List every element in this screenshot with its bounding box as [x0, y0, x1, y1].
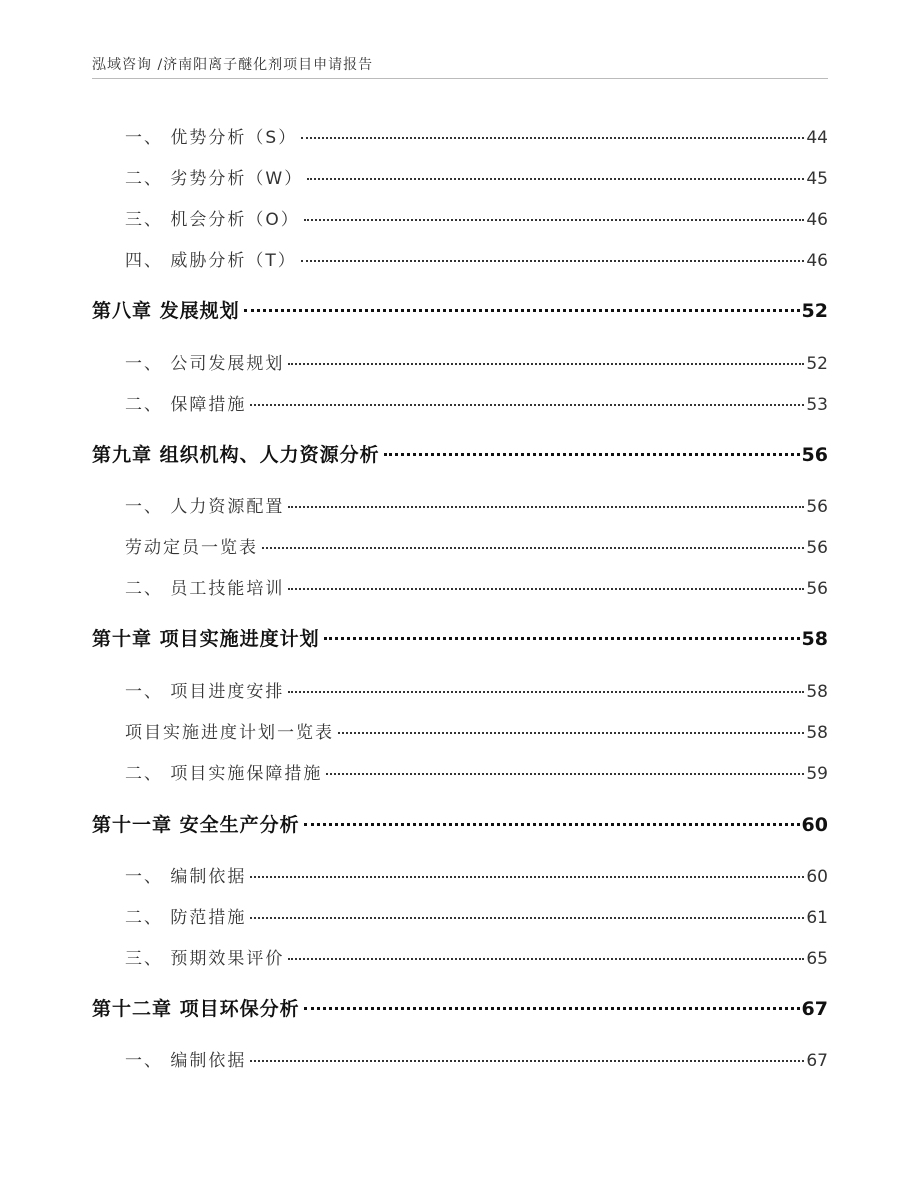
toc-entry-label: 第十章 项目实施进度计划 [92, 628, 320, 650]
toc-entry-page: 58 [801, 628, 828, 650]
toc-entry-label: 第九章 组织机构、人力资源分析 [92, 444, 380, 466]
toc-leader-dots [384, 453, 800, 456]
toc-section-entry[interactable] [125, 944, 828, 969]
toc-entry-label: 二、 防范措施 [125, 908, 247, 928]
toc-leader-dots [288, 363, 804, 365]
toc-leader-dots [301, 137, 804, 139]
toc-leader-dots [250, 404, 804, 406]
toc-leader-dots [301, 260, 805, 262]
toc-entry-label: 二、 员工技能培训 [125, 579, 285, 599]
toc-entry-page: 67 [801, 998, 828, 1020]
toc-entry-label: 三、 预期效果评价 [125, 949, 285, 969]
toc-entry-page: 59 [806, 764, 828, 784]
toc-section-entry[interactable] [125, 759, 828, 784]
toc-section-entry[interactable] [125, 246, 828, 271]
toc-entry-page: 46 [806, 251, 828, 271]
toc-entry-page: 56 [806, 497, 828, 517]
toc-entry-label: 一、 人力资源配置 [125, 497, 285, 517]
toc-section-entry[interactable] [125, 123, 828, 148]
toc-leader-dots [326, 773, 804, 775]
toc-chapter-entry[interactable] [92, 810, 828, 837]
toc-entry-page: 56 [801, 444, 828, 466]
toc-section-entry[interactable] [125, 492, 828, 517]
toc-leader-dots [250, 917, 804, 919]
page-header: 泓域咨询 /济南阳离子醚化剂项目申请报告 [92, 57, 374, 73]
toc-entry-label: 一、 编制依据 [125, 867, 247, 887]
toc-leader-dots [304, 1007, 800, 1010]
toc-entry-label: 二、 劣势分析（W） [125, 169, 304, 189]
toc-leader-dots [250, 1060, 804, 1062]
toc-entry-label: 第八章 发展规划 [92, 300, 240, 322]
toc-leader-dots [307, 178, 804, 180]
toc-section-entry[interactable] [125, 164, 828, 189]
toc-entry-page: 58 [806, 723, 828, 743]
toc-entry-page: 67 [806, 1051, 828, 1071]
toc-entry-page: 44 [806, 128, 828, 148]
toc-entry-label: 一、 公司发展规划 [125, 354, 285, 374]
toc-entry-label: 三、 机会分析（O） [125, 210, 300, 230]
toc-chapter-entry[interactable] [92, 624, 828, 651]
toc-section-entry[interactable] [125, 205, 828, 230]
toc-leader-dots [288, 958, 804, 960]
toc-section-entry[interactable] [125, 390, 828, 415]
toc-entry-label: 二、 项目实施保障措施 [125, 764, 323, 784]
toc-section-entry[interactable] [125, 574, 828, 599]
toc-entry-page: 61 [806, 908, 828, 928]
toc-section-entry[interactable] [125, 1046, 828, 1071]
toc-chapter-entry[interactable] [92, 994, 828, 1021]
toc-leader-dots [288, 588, 804, 590]
toc-entry-page: 52 [806, 354, 828, 374]
toc-leader-dots [250, 876, 804, 878]
toc-entry-label: 一、 编制依据 [125, 1051, 247, 1071]
toc-entry-label: 项目实施进度计划一览表 [125, 723, 334, 743]
toc-section-entry[interactable] [125, 862, 828, 887]
toc-entry-label: 第十一章 安全生产分析 [92, 814, 300, 836]
toc-entry-page: 58 [806, 682, 828, 702]
toc-leader-dots [288, 506, 804, 508]
toc-entry-page: 45 [806, 169, 828, 189]
toc-entry-page: 46 [806, 210, 828, 230]
toc-section-entry[interactable] [125, 677, 828, 702]
toc-leader-dots [338, 732, 804, 734]
toc-chapter-entry[interactable] [92, 440, 828, 467]
toc-leader-dots [288, 691, 804, 693]
toc-entry-page: 60 [801, 814, 828, 836]
toc-entry-page: 52 [801, 300, 828, 322]
toc-leader-dots [244, 309, 800, 312]
toc-entry-page: 53 [806, 395, 828, 415]
toc-entry-label: 二、 保障措施 [125, 395, 247, 415]
toc-section-entry[interactable] [125, 349, 828, 374]
toc-section-entry[interactable] [125, 533, 828, 558]
toc-entry-label: 四、 威胁分析（T） [125, 251, 297, 271]
toc-leader-dots [304, 219, 805, 221]
toc-section-entry[interactable] [125, 718, 828, 743]
toc-entry-label: 劳动定员一览表 [125, 538, 258, 558]
toc-leader-dots [262, 547, 804, 549]
header-divider [92, 78, 828, 79]
toc-entry-page: 56 [806, 579, 828, 599]
toc-entry-page: 56 [806, 538, 828, 558]
toc-entry-label: 一、 项目进度安排 [125, 682, 285, 702]
toc-entry-page: 65 [806, 949, 828, 969]
toc-entry-label: 第十二章 项目环保分析 [92, 998, 300, 1020]
toc-chapter-entry[interactable] [92, 296, 828, 323]
toc-entry-label: 一、 优势分析（S） [125, 128, 298, 148]
toc-leader-dots [304, 823, 800, 826]
toc-section-entry[interactable] [125, 903, 828, 928]
toc-entry-page: 60 [806, 867, 828, 887]
toc-leader-dots [324, 637, 800, 640]
